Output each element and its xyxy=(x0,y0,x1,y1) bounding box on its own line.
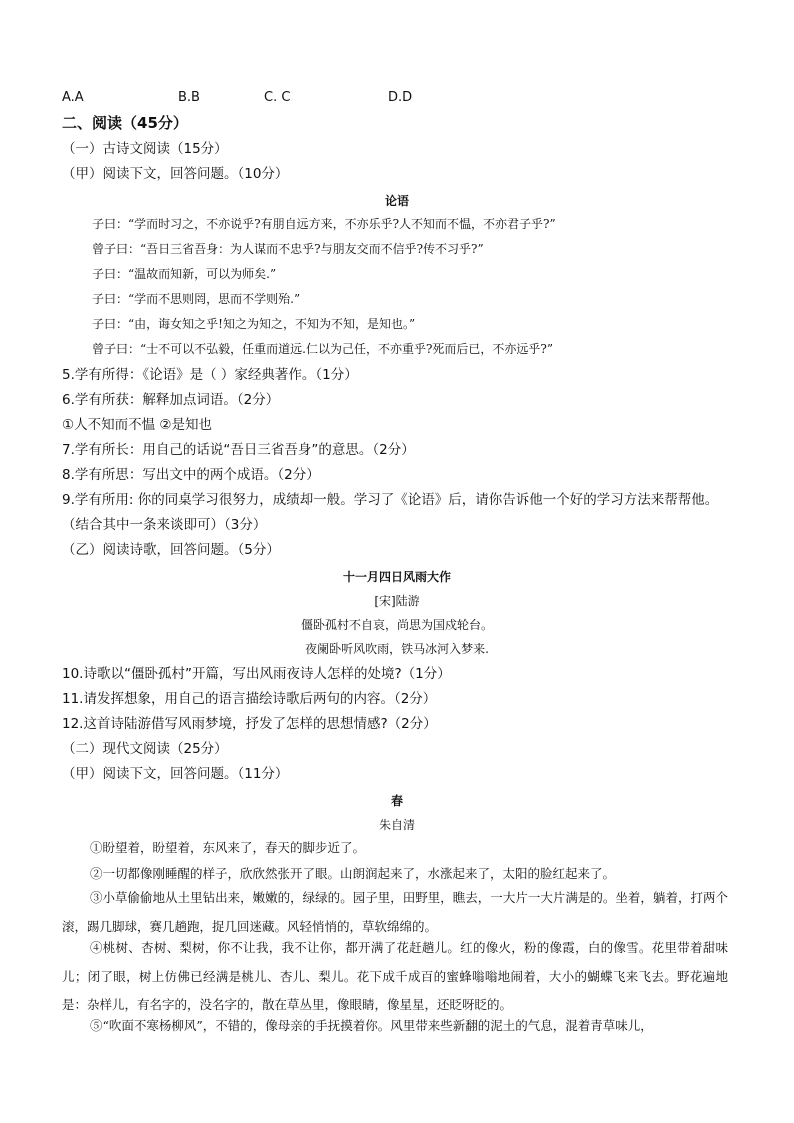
spring-paragraph: ⑤“吹面不寒杨柳风”，不错的，像母亲的手抚摸着你。风里带来些新翻的泥土的气息，混着青草味儿， xyxy=(90,1018,653,1033)
part1-heading: （一）古诗文阅读（15分） xyxy=(62,141,228,157)
question-12: 12.这首诗陆游借写风雨梦境，抒发了怎样的思想情感?（2分） xyxy=(62,716,437,732)
part2-subheading: （甲）阅读下文，回答问题。（11分） xyxy=(62,766,289,782)
part2-heading: （二）现代文阅读（25分） xyxy=(62,741,228,757)
spring-title: 春 xyxy=(390,794,403,808)
question-10: 10.诗歌以“僵卧孤村”开篇，写出风雨夜诗人怎样的处境?（1分） xyxy=(62,666,451,682)
verse-line: 子曰：“学而不思则罔，思而不学则殆.” xyxy=(92,292,301,306)
spring-paragraph: ②一切都像刚睡醒的样子，欣欣然张开了眼。山朗润起来了，水涨起来了，太阳的脸红起来了。 xyxy=(90,866,616,881)
option-c: C. C xyxy=(264,90,291,105)
spring-paragraph: ④桃树、杏树、梨树，你不让我，我不让你，都开满了花赶趟儿。红的像火，粉的像霞，白的像雪。花里带着甜味儿；闭了眼，树上仿佛已经满是桃儿、杏儿、梨儿。花下成千成百的蜜蜂嗡嗡地闹着，大小的蝴蝶飞来飞去。野花遍地是：杂样儿，有名字的，没名字的，散在草丛里，像眼睛，像星星，还眨呀眨的。 xyxy=(62,940,728,1012)
question-6-items: ①人不知而不愠 ②是知也 xyxy=(62,417,212,433)
poem-title: 十一月四日风雨大作 xyxy=(342,570,451,584)
question-6: 6.学有所获：解释加点词语。（2分） xyxy=(62,392,280,408)
spring-author: 朱自清 xyxy=(378,818,415,832)
question-7: 7.学有所长：用自己的话说“吾日三省吾身”的意思。（2分） xyxy=(62,442,415,458)
verse-line: 曾子曰：“吾日三省吾身：为人谋而不忠乎?与朋友交而不信乎?传不习乎?” xyxy=(92,242,484,256)
option-b: B.B xyxy=(178,90,200,105)
lunyu-title: 论语 xyxy=(384,194,409,208)
verse-line: 子曰：“温故而知新，可以为师矣.” xyxy=(92,267,277,281)
question-11: 11.请发挥想象，用自己的语言描绘诗歌后两句的内容。（2分） xyxy=(62,691,437,707)
question-8: 8.学有所思：写出文中的两个成语。（2分） xyxy=(62,467,320,483)
option-d: D.D xyxy=(388,90,413,105)
poem-line: 僵卧孤村不自哀，尚思为国戍轮台。 xyxy=(300,618,493,632)
verse-line: 曾子曰：“士不可以不弘毅，任重而道远.仁以为己任，不亦重乎?死而后已，不亦远乎?” xyxy=(92,342,553,356)
poem-author: [宋]陆游 xyxy=(374,594,420,608)
part1b-subheading: （乙）阅读诗歌，回答问题。（5分） xyxy=(62,542,280,558)
question-9-cont: （结合其中一条来谈即可）（3分） xyxy=(62,517,267,533)
spring-paragraph: ①盼望着，盼望着，东风来了，春天的脚步近了。 xyxy=(90,840,366,855)
poem-line: 夜阑卧听风吹雨，铁马冰河入梦来. xyxy=(305,642,489,656)
spring-paragraph: ③小草偷偷地从土里钻出来，嫩嫩的，绿绿的。园子里，田野里，瞧去，一大片一大片满是的。坐着，躺着，打两个滚，踢几脚球，赛几趟跑，捉几回迷藏。风轻悄悄的，草软绵绵的。 xyxy=(62,890,728,934)
verse-line: 子曰：“学而时习之，不亦说乎?有朋自远方来，不亦乐乎?人不知而不愠，不亦君子乎?” xyxy=(92,217,556,231)
option-a: A.A xyxy=(62,90,84,105)
question-9: 9.学有所用: 你的同桌学习很努力，成绩却一般。学习了《论语》后，请你告诉他一个好的学习方法来帮帮他。 xyxy=(62,492,719,508)
section-title: 二、阅读（45分） xyxy=(62,114,188,132)
verse-line: 子曰：“由，诲女知之乎!知之为知之，不知为不知，是知也。” xyxy=(92,317,416,331)
part1-subheading: （甲）阅读下文，回答问题。（10分） xyxy=(62,166,289,182)
question-5: 5.学有所得：《论语》是（ ）家经典著作。（1分） xyxy=(62,367,358,383)
